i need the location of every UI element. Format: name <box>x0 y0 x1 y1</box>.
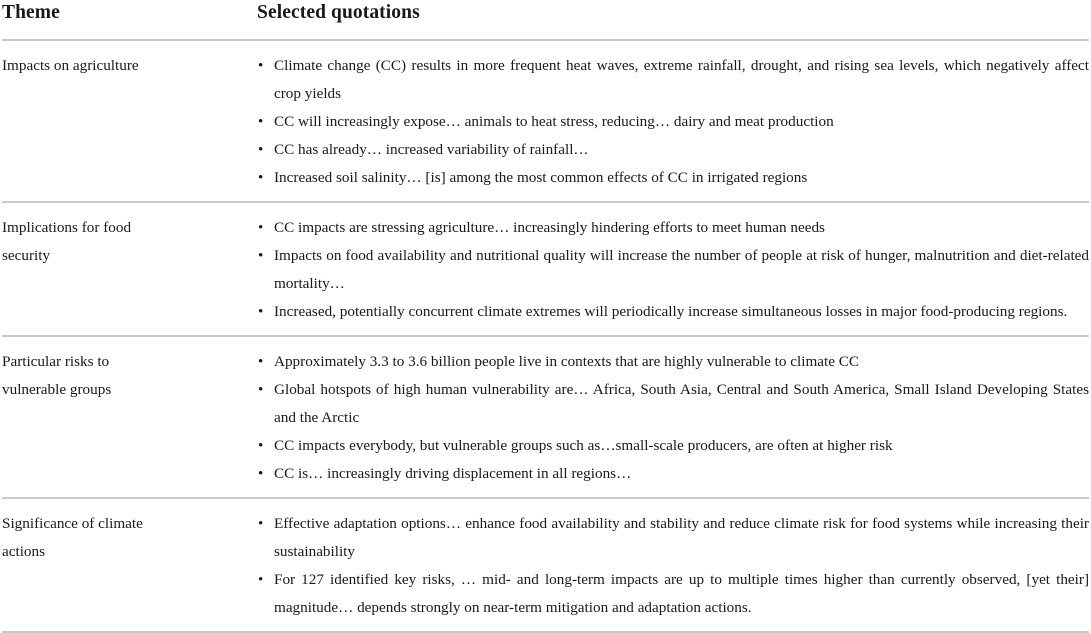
quotation-item <box>257 136 1089 164</box>
quotation-text: Increased, potentially concurrent climate extremes will periodically increase simultaneous losses in major food-producing regions. <box>274 303 1068 320</box>
theme-cell <box>2 499 257 566</box>
table-row <box>2 499 1089 631</box>
theme-line: vulnerable groups <box>2 381 112 398</box>
quotation-item <box>257 510 1089 566</box>
table-row <box>2 203 1089 335</box>
quotation-item <box>257 566 1089 622</box>
theme-line: Significance of climate <box>2 515 143 532</box>
bullet-icon: • <box>258 169 264 186</box>
quotation-list <box>257 214 1089 326</box>
quotations-cell <box>257 499 1089 631</box>
quotation-text: Impacts on food availability and nutritional quality will increase the number of people at risk of hunger, malnutrition and diet-related mortality… <box>274 247 1089 292</box>
bullet-icon: • <box>258 57 264 74</box>
theme-cell <box>2 41 257 80</box>
quotation-item <box>257 376 1089 432</box>
quotation-text: CC is… increasingly driving displacement in all regions… <box>274 465 632 482</box>
quotation-text: CC will increasingly expose… animals to heat stress, reducing… dairy and meat production <box>274 113 834 130</box>
quotation-text: CC has already… increased variability of rainfall… <box>274 141 589 158</box>
quotation-text: For 127 identified key risks, … mid- and long-term impacts are up to multiple times higher than currently observed, [yet their] magnitude… depends strongly on near-term mitigation and adaptation actions. <box>274 571 1089 616</box>
quotation-text: CC impacts are stressing agriculture… increasingly hindering efforts to meet human needs <box>274 219 825 236</box>
theme-line: security <box>2 247 51 264</box>
quotation-text: Climate change (CC) results in more frequent heat waves, extreme rainfall, drought, and rising sea levels, which negatively affect crop yields <box>274 57 1089 102</box>
table-header-row <box>2 0 1089 39</box>
theme-line: Impacts on agriculture <box>2 57 139 74</box>
table-row <box>2 41 1089 201</box>
theme-cell <box>2 337 257 404</box>
bullet-icon: • <box>258 353 264 370</box>
theme-cell <box>2 203 257 270</box>
quotation-item <box>257 348 1089 376</box>
column-header-theme: Theme <box>2 2 60 23</box>
quotation-text: Approximately 3.3 to 3.6 billion people live in contexts that are highly vulnerable to climate CC <box>274 353 860 370</box>
column-header-selected-quotations: Selected quotations <box>257 2 420 23</box>
quotation-item <box>257 52 1089 108</box>
quotation-item <box>257 460 1089 488</box>
quotation-text: Increased soil salinity… [is] among the most common effects of CC in irrigated regions <box>274 169 808 186</box>
quotation-item <box>257 432 1089 460</box>
quotation-text: Effective adaptation options… enhance food availability and stability and reduce climate risk for food systems while increasing their sustainability <box>274 515 1089 560</box>
theme-line: Particular risks to <box>2 353 110 370</box>
bullet-icon: • <box>258 219 264 236</box>
quotation-item <box>257 108 1089 136</box>
table-row <box>2 337 1089 497</box>
quotation-text: CC impacts everybody, but vulnerable groups such as…small-scale producers, are often at higher risk <box>274 437 893 454</box>
quotation-list <box>257 348 1089 488</box>
bullet-icon: • <box>258 381 264 398</box>
bullet-icon: • <box>258 141 264 158</box>
theme-line: Implications for food <box>2 219 132 236</box>
quotation-item <box>257 298 1089 326</box>
bullet-icon: • <box>258 515 264 532</box>
bullet-icon: • <box>258 247 264 264</box>
bullet-icon: • <box>258 571 264 588</box>
bullet-icon: • <box>258 303 264 320</box>
quotation-list <box>257 510 1089 622</box>
bullet-icon: • <box>258 437 264 454</box>
quotations-cell <box>257 41 1089 201</box>
theme-line: actions <box>2 543 46 560</box>
quotation-text: Global hotspots of high human vulnerability are… Africa, South Asia, Central and South America, Small Island Developing States and the Arctic <box>274 381 1089 426</box>
quotations-cell <box>257 337 1089 497</box>
quotations-cell <box>257 203 1089 335</box>
quotation-list <box>257 52 1089 192</box>
bullet-icon: • <box>258 465 264 482</box>
quotation-item <box>257 214 1089 242</box>
bullet-icon: • <box>258 113 264 130</box>
quotation-item <box>257 164 1089 192</box>
quotation-item <box>257 242 1089 298</box>
